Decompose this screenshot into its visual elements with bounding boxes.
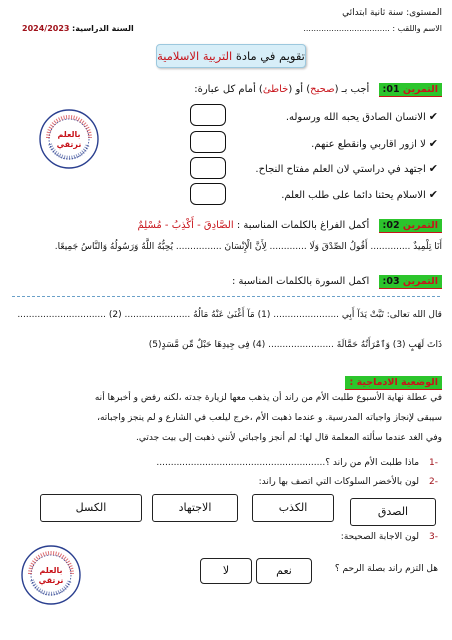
level-label: المستوى: سنة ثانية ابتدائي [342, 8, 442, 18]
situation-heading [345, 370, 442, 389]
wrong-word: خاطئ [262, 84, 289, 95]
question-3b: هل التزم راند بصلة الرحم ؟ [334, 564, 438, 574]
exercise3-heading [232, 276, 442, 287]
exercise3-tag: التمرين 03: [379, 275, 442, 289]
exercise2-instr: أكمل الفراغ بالكلمات المناسبة : [236, 220, 370, 231]
school-stamp-icon [38, 108, 100, 170]
surah-line-1: قال الله تعالى: تَبَّتْ يَدَآ أَبِي ....................... (1) مَآ أَغْنَىٰ عَنْهُ مَالُهُ ....................... (2) ............................... [17, 310, 442, 320]
correct-word: صحيح [310, 84, 335, 95]
page-title [156, 44, 306, 68]
check-icon: ✔ [428, 188, 438, 201]
answer-box-2[interactable] [190, 131, 226, 153]
name-dots: .................................. [303, 24, 390, 33]
question-1: -1ماذا طلبت الأم من راند ؟........................................................... [156, 458, 438, 468]
question-3: -3لون الاجابة الصحيحة: [340, 532, 438, 542]
answer-box-4[interactable] [190, 183, 226, 205]
stamp-center-1: بالعلم [39, 566, 63, 575]
answer-box-1[interactable] [190, 104, 226, 126]
stamp-center-2: نرتقي [56, 140, 82, 149]
statement-3: ✔اجتهد في دراستي لان العلم مفتاح النجاح. [255, 162, 438, 175]
year-value: 2024/2023 [22, 24, 70, 33]
exercise2-words: الصَّادِقَ - أَكْذِبُ - مُسْلِمٌ [137, 220, 234, 231]
q3-number: -3 [429, 532, 438, 542]
behavior-option-lying[interactable]: الكذب [252, 494, 334, 522]
statement-4: ✔الاسلام يحثنا دائما على طلب العلم. [281, 188, 438, 201]
exercise2-heading [138, 220, 443, 231]
title-prefix: تقويم في مادة [235, 49, 305, 63]
exercise2-sentence: أَنَا تِلْمِيذٌ .............. أَقُولُ الصِّدْقَ وَلَا ............. لِأَنَّ الْإِنْسَانَ ................ يُحِبُّهُ اللَّهُ وَرَسُولُهُ وَالنَّاسُ جَمِيعًا. [54, 242, 442, 252]
surah-line-2: ذَاتَ لَهَبٍ (3) وَٱمْرَأَتُهُ حَمَّالَةَ ....................... (4) فِى جِيدِهَا حَبْلٌ مِّن مَّسَدٍ(5) [148, 340, 442, 350]
school-stamp-icon [20, 544, 82, 606]
year-label: السنة الدراسية: [72, 24, 134, 33]
behavior-option-honesty[interactable]: الصدق [350, 498, 436, 526]
answer-box-3[interactable] [190, 157, 226, 179]
q2-number: -2 [429, 477, 438, 487]
answer-no[interactable]: لا [200, 558, 252, 584]
statement-1: ✔الانسان الصادق يحبه الله ورسوله. [285, 110, 438, 123]
name-label: الاسم واللقب : [392, 24, 442, 33]
stamp-center-2: نرتقي [38, 576, 64, 585]
exercise2-tag: التمرين 02: [379, 219, 442, 233]
check-icon: ✔ [428, 162, 438, 175]
situation-line-1: في عطلة نهاية الأسبوع طلبت الأم من راند أن يذهب معها لزيارة جدته ،لكنه رفض و أخبرها أنه [94, 393, 442, 403]
exercise1-heading: التمرين 01: أجب بـ (صحيح) أو (خاطئ) أمام كل عبارة: [194, 84, 442, 95]
school-year [22, 24, 134, 33]
situation-tag: الوضعية الادماجية : [345, 376, 442, 390]
title-subject: التربية الاسلامية [157, 49, 233, 63]
exercise3-instr: اكمل السورة بالكلمات المناسبة : [232, 276, 370, 287]
answer-yes[interactable]: نعم [256, 558, 312, 584]
behavior-option-laziness[interactable]: الكسل [40, 494, 142, 522]
situation-line-2: سيبقى لإنجاز واجباته المدرسية. و عندما ذهبت الأم ،خرج ليلعب في الشارع و لم ينجز واجباته، [97, 413, 442, 423]
situation-line-3: وفي الغد عندما سألته المعلمة قال لها: لم أنجز واجباتي لأنني ذهبت إلى بيت جدتي. [136, 433, 442, 443]
question-2: -2لون بالأخضر السلوكات التي اتصف بها راند: [258, 477, 438, 487]
check-icon: ✔ [428, 137, 438, 150]
statement-2: ✔لا ازور اقاربي وانقطع عنهم. [311, 137, 438, 150]
behavior-option-diligence[interactable]: الاجتهاد [152, 494, 238, 522]
name-row [303, 24, 442, 33]
exercise1-tag: التمرين 01: [379, 83, 442, 97]
q1-number: -1 [429, 458, 438, 468]
check-icon: ✔ [428, 110, 438, 123]
stamp-center-1: بالعلم [57, 130, 81, 139]
divider [12, 296, 440, 297]
